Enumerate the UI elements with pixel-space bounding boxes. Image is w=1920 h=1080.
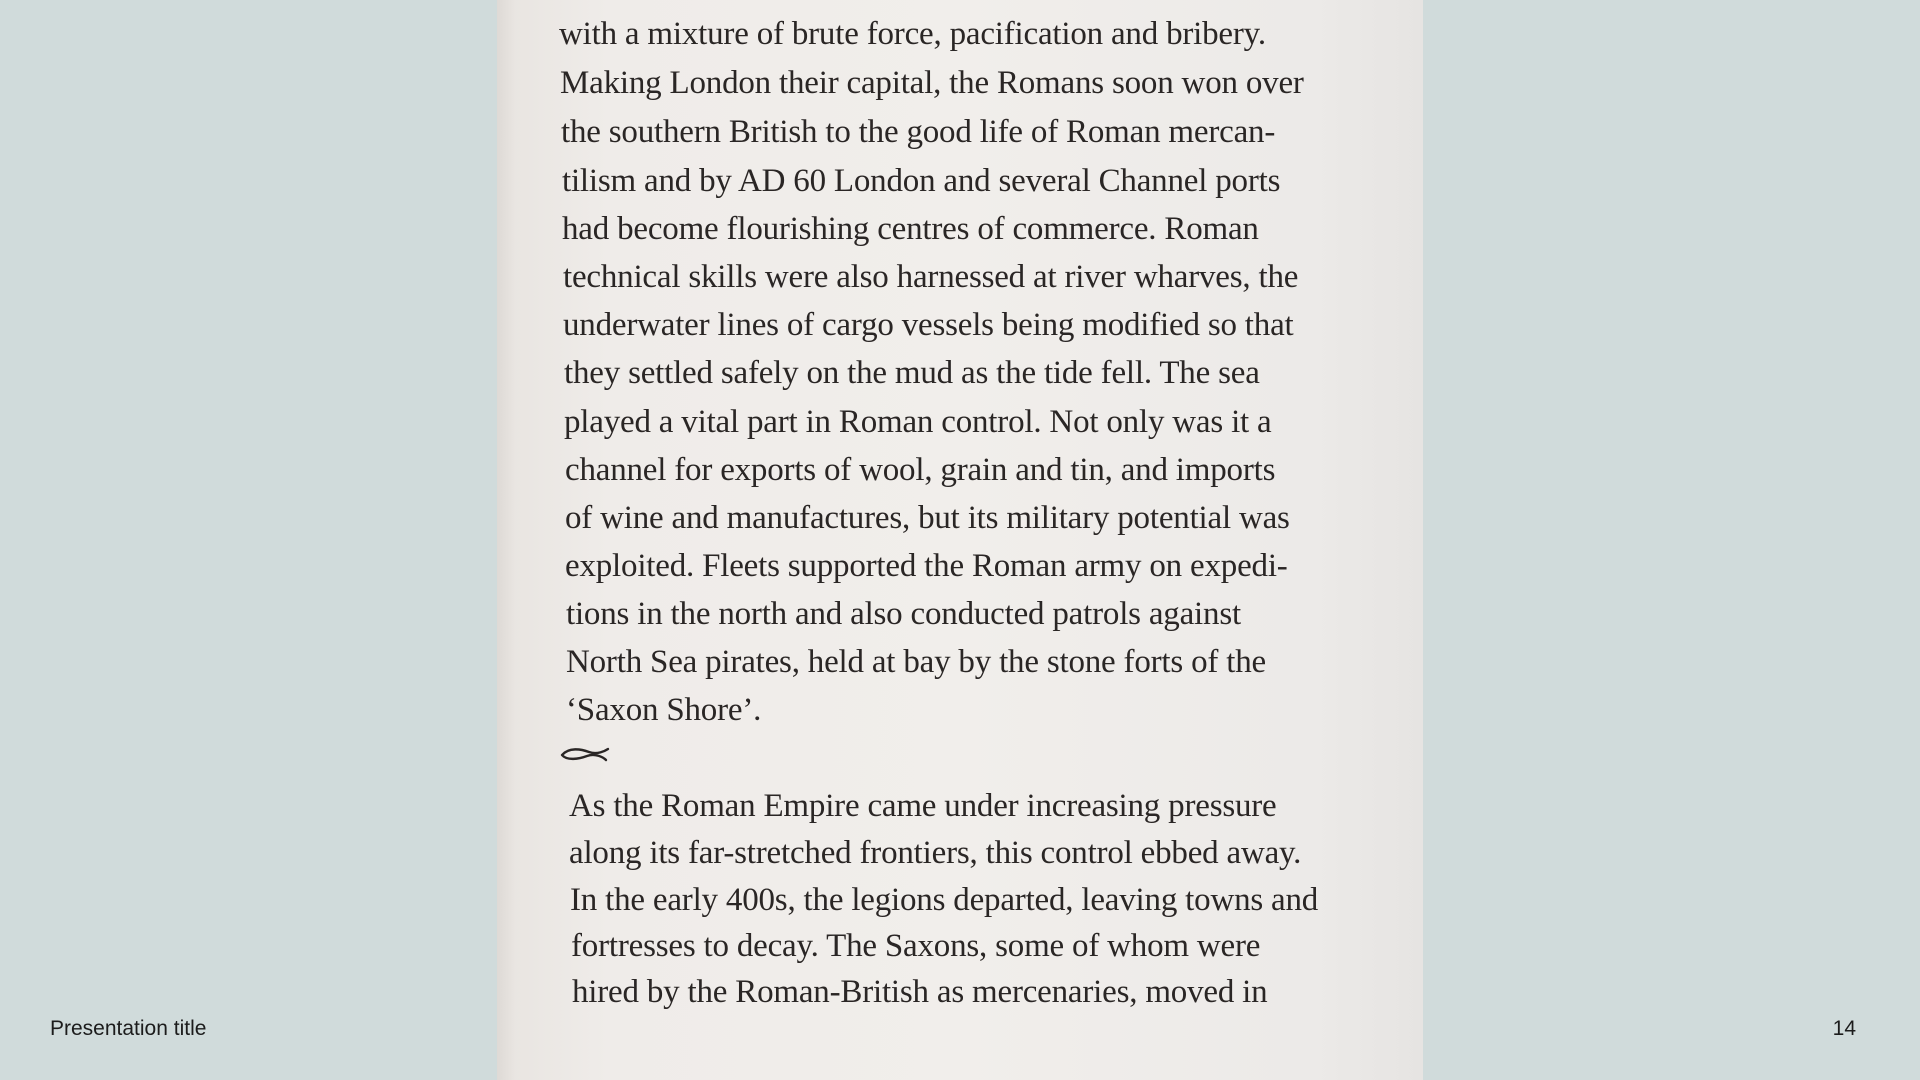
paragraph1-line: the southern British to the good life of Roman mercan- bbox=[561, 114, 1276, 150]
paragraph1-line: of wine and manufactures, but its military potential was bbox=[565, 500, 1290, 536]
slide-number: 14 bbox=[1832, 1017, 1856, 1040]
presentation-title: Presentation title bbox=[50, 1017, 207, 1040]
paragraph1-line: channel for exports of wool, grain and tin, and imports bbox=[565, 452, 1276, 488]
paragraph1-line: had become flourishing centres of commerce. Roman bbox=[562, 211, 1259, 247]
paragraph2-line: fortresses to decay. The Saxons, some of whom were bbox=[571, 928, 1261, 964]
paragraph1-line: North Sea pirates, held at bay by the stone forts of the bbox=[566, 644, 1266, 680]
paragraph1-line: tilism and by AD 60 London and several Channel ports bbox=[562, 163, 1281, 199]
paragraph1-line: played a vital part in Roman control. Not only was it a bbox=[564, 404, 1272, 440]
paragraph1-line: exploited. Fleets supported the Roman army on expedi- bbox=[565, 548, 1288, 584]
paragraph1-line: tions in the north and also conducted patrols against bbox=[566, 596, 1241, 632]
book-page-photo bbox=[497, 0, 1423, 1080]
paragraph1-line: with a mixture of brute force, pacification and bribery. bbox=[559, 16, 1266, 52]
paragraph1-line: they settled safely on the mud as the tide fell. The sea bbox=[564, 355, 1260, 391]
paragraph1-line: ‘Saxon Shore’. bbox=[566, 692, 762, 728]
paragraph2-line: hired by the Roman-British as mercenaries, moved in bbox=[572, 974, 1268, 1010]
paragraph1-line: technical skills were also harnessed at river wharves, the bbox=[563, 259, 1299, 295]
paragraph1-line: underwater lines of cargo vessels being modified so that bbox=[563, 307, 1294, 343]
section-ornament-icon bbox=[559, 743, 611, 767]
paragraph2-line: In the early 400s, the legions departed, leaving towns and bbox=[570, 882, 1319, 918]
paragraph1-line: Making London their capital, the Romans soon won over bbox=[560, 65, 1304, 101]
paragraph2-line: As the Roman Empire came under increasing pressure bbox=[569, 788, 1277, 824]
paragraph2-line: along its far-stretched frontiers, this control ebbed away. bbox=[569, 835, 1302, 871]
